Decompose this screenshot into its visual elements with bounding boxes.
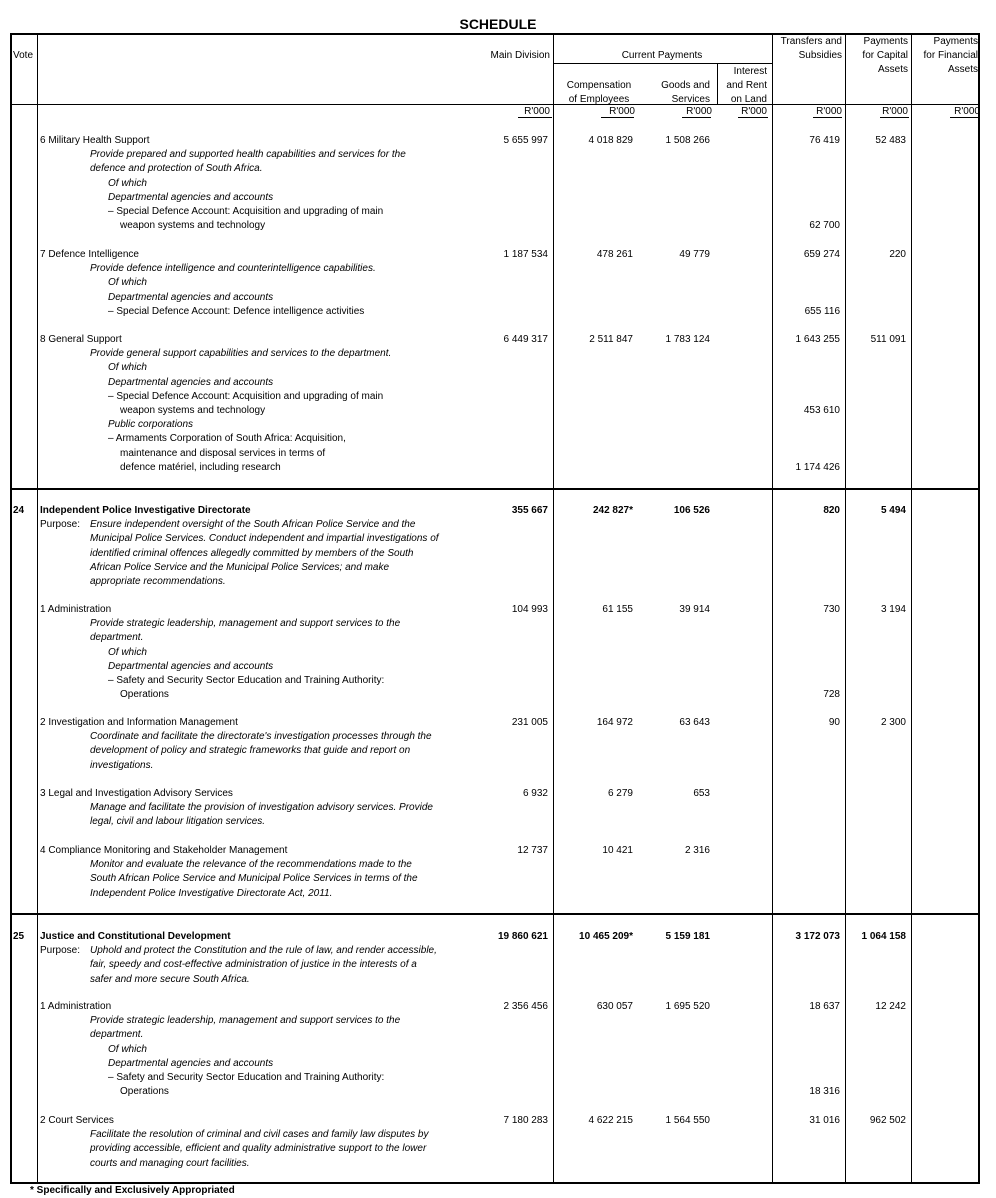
line-purpose: Municipal Police Services. Conduct independent and impartial investigations of xyxy=(90,533,439,545)
value-transfers-subsidies: 90 xyxy=(828,717,840,728)
line-item: – Armaments Corporation of South Africa: Acquisition, xyxy=(108,433,346,445)
value-compensation: 6 279 xyxy=(607,788,633,799)
header-goods-services: Services xyxy=(671,94,710,105)
line-item: – Safety and Security Sector Education and Training Authority: xyxy=(108,675,385,686)
line-sub: Departmental agencies and accounts xyxy=(108,376,274,388)
line-desc: legal, civil and labour litigation services. xyxy=(90,816,266,828)
value-goods-services: 2 316 xyxy=(684,845,710,856)
line-desc: investigations. xyxy=(90,759,154,771)
header-transfers-subsidies: Subsidies xyxy=(798,50,842,61)
line-item2: weapon systems and technology xyxy=(120,405,266,416)
line-purpose: appropriate recommendations. xyxy=(90,576,226,587)
value-transfers-subsidies: 76 419 xyxy=(809,135,840,146)
value-transfers-subsidies: 453 610 xyxy=(803,405,840,416)
unit-underline xyxy=(682,117,711,118)
header-current-payments: Current Payments xyxy=(621,50,703,61)
line-desc: Provide prepared and supported health capabilities and services for the xyxy=(90,149,406,161)
vote-title: Independent Police Investigative Directorate xyxy=(40,505,251,516)
header-compensation: of Employees xyxy=(568,94,630,105)
programme-title: 6 Military Health Support xyxy=(40,135,150,146)
header-capital-assets: Payments xyxy=(863,36,908,47)
line-purpose: African Police Service and the Municipal Police Services; and make xyxy=(90,561,390,573)
unit-label: R'000 xyxy=(686,106,712,117)
line-desc: department. xyxy=(90,632,144,644)
column-divider xyxy=(911,34,912,1183)
line-item2: Operations xyxy=(120,1086,169,1098)
value-goods-services: 653 xyxy=(693,788,710,799)
value-compensation: 164 972 xyxy=(596,717,633,728)
vote-title: Justice and Constitutional Development xyxy=(40,931,231,942)
header-interest-rent: and Rent xyxy=(726,80,767,91)
line-sub: Of which xyxy=(108,646,147,658)
line-sub: Of which xyxy=(108,1043,147,1055)
value-capital-assets: 1 064 158 xyxy=(861,931,906,942)
value-main-division: 12 737 xyxy=(517,845,548,856)
line-desc: development of policy and strategic frameworks that guide and report on xyxy=(90,745,411,757)
line-sub: Departmental agencies and accounts xyxy=(108,191,274,203)
value-compensation: 478 261 xyxy=(596,249,633,260)
unit-underline xyxy=(601,117,634,118)
line-desc: Facilitate the resolution of criminal and civil cases and family law disputes by xyxy=(90,1129,429,1141)
footnote: * Specifically and Exclusively Appropriated xyxy=(30,1185,235,1196)
line-desc: Provide general support capabilities and services to the department. xyxy=(90,348,392,360)
value-compensation: 4 018 829 xyxy=(588,135,633,146)
line-item2: defence matériel, including research xyxy=(120,461,281,473)
unit-underline xyxy=(950,117,979,118)
value-capital-assets: 511 091 xyxy=(870,334,906,345)
value-capital-assets: 3 194 xyxy=(880,604,906,615)
programme-title: 8 General Support xyxy=(40,334,122,345)
column-divider xyxy=(772,104,773,1183)
value-transfers-subsidies: 659 274 xyxy=(803,249,840,260)
unit-label: R'000 xyxy=(741,106,767,117)
vote-number: 24 xyxy=(13,505,25,516)
value-main-division: 2 356 456 xyxy=(503,1001,548,1012)
value-transfers-subsidies: 18 637 xyxy=(809,1001,840,1012)
value-compensation: 4 622 215 xyxy=(588,1115,633,1126)
line-purpose: fair, speedy and cost-effective administration of justice in the interests of a xyxy=(90,959,417,971)
header-financial-assets: Assets xyxy=(947,64,978,75)
line-desc: Independent Police Investigative Directorate Act, 2011. xyxy=(90,887,333,899)
section-rule xyxy=(12,913,979,915)
value-transfers-subsidies: 655 116 xyxy=(804,305,840,317)
value-goods-services: 49 779 xyxy=(679,249,710,260)
header-transfers-subsidies: Transfers and xyxy=(780,36,842,47)
line-item: – Special Defence Account: Acquisition and upgrading of main xyxy=(108,206,384,217)
unit-underline xyxy=(518,117,552,118)
value-main-division: 6 449 317 xyxy=(503,334,548,345)
value-main-division: 355 667 xyxy=(511,505,548,516)
purpose-label: Purpose: xyxy=(40,519,81,531)
value-transfers-subsidies: 728 xyxy=(823,689,840,701)
value-transfers-subsidies: 1 174 426 xyxy=(795,461,840,473)
header-interest-rent: Interest xyxy=(733,66,767,77)
line-item: – Safety and Security Sector Education and Training Authority: xyxy=(108,1072,385,1083)
value-goods-services: 39 914 xyxy=(679,604,710,615)
programme-title: 7 Defence Intelligence xyxy=(40,249,139,260)
value-compensation: 61 155 xyxy=(602,604,633,615)
programme-title: 2 Investigation and Information Management xyxy=(40,717,238,728)
line-sub: Of which xyxy=(108,362,147,374)
header-interest-rent: on Land xyxy=(730,94,767,105)
value-capital-assets: 2 300 xyxy=(880,717,906,728)
line-sub: Of which xyxy=(108,177,147,189)
line-item2: maintenance and disposal services in terms of xyxy=(120,447,326,459)
line-desc: providing accessible, efficient and quality administrative support to the lower xyxy=(90,1143,427,1155)
value-capital-assets: 5 494 xyxy=(880,505,906,516)
value-transfers-subsidies: 1 643 255 xyxy=(795,334,840,345)
value-capital-assets: 962 502 xyxy=(869,1115,906,1126)
line-desc: department. xyxy=(90,1029,144,1041)
value-transfers-subsidies: 31 016 xyxy=(809,1115,840,1126)
header-goods-services: Goods and xyxy=(661,80,710,91)
line-item2: weapon systems and technology xyxy=(120,220,266,232)
page-title: SCHEDULE xyxy=(459,16,537,32)
value-goods-services: 63 643 xyxy=(679,717,710,728)
line-sub: Departmental agencies and accounts xyxy=(108,1057,274,1069)
line-sub: Departmental agencies and accounts xyxy=(108,291,274,303)
value-main-division: 7 180 283 xyxy=(503,1115,548,1126)
value-transfers-subsidies: 730 xyxy=(823,604,840,615)
unit-underline xyxy=(813,117,842,118)
value-goods-services: 106 526 xyxy=(673,505,710,516)
value-goods-services: 1 695 520 xyxy=(665,1001,710,1012)
line-desc: Provide defence intelligence and counterintelligence capabilities. xyxy=(90,263,376,275)
value-compensation: 2 511 847 xyxy=(589,334,633,345)
line-desc: Coordinate and facilitate the directorate's investigation processes through the xyxy=(90,731,432,743)
header-capital-assets: Assets xyxy=(877,64,908,75)
unit-label: R'000 xyxy=(954,106,980,117)
value-compensation: 10 421 xyxy=(602,845,633,856)
line-desc: courts and managing court facilities. xyxy=(90,1157,250,1169)
line-desc: Monitor and evaluate the relevance of the recommendations made to the xyxy=(90,859,412,871)
value-main-division: 6 932 xyxy=(522,788,548,799)
header-vote: Vote xyxy=(13,50,34,61)
line-purpose: Ensure independent oversight of the South African Police Service and the xyxy=(90,519,416,531)
value-goods-services: 1 508 266 xyxy=(665,135,710,146)
line-item2: Operations xyxy=(120,689,169,701)
value-transfers-subsidies: 62 700 xyxy=(809,220,840,232)
programme-title: 1 Administration xyxy=(40,1001,112,1012)
programme-title: 2 Court Services xyxy=(40,1115,114,1126)
header-financial-assets: for Financial xyxy=(923,50,978,61)
line-item: – Special Defence Account: Acquisition and upgrading of main xyxy=(108,390,384,402)
purpose-label: Purpose: xyxy=(40,945,81,957)
value-capital-assets: 220 xyxy=(889,249,906,260)
line-sub: Of which xyxy=(108,277,147,289)
value-main-division: 104 993 xyxy=(511,604,548,615)
value-transfers-subsidies: 820 xyxy=(823,505,840,516)
programme-title: 3 Legal and Investigation Advisory Services xyxy=(40,788,233,799)
unit-label: R'000 xyxy=(524,106,550,117)
line-desc: Provide strategic leadership, management and support services to the xyxy=(90,618,401,630)
value-capital-assets: 52 483 xyxy=(875,135,906,146)
value-main-division: 19 860 621 xyxy=(497,931,548,942)
line-desc: South African Police Service and Municipal Police Services in terms of the xyxy=(90,873,418,885)
line-purpose: Uphold and protect the Constitution and the rule of law, and render accessible, xyxy=(90,945,437,957)
value-goods-services: 1 564 550 xyxy=(665,1115,710,1126)
line-desc: defence and protection of South Africa. xyxy=(90,163,263,175)
unit-label: R'000 xyxy=(882,106,908,117)
line-purpose: safer and more secure South Africa. xyxy=(90,973,250,985)
programme-title: 4 Compliance Monitoring and Stakeholder Management xyxy=(40,845,288,856)
value-transfers-subsidies: 18 316 xyxy=(809,1086,840,1098)
line-desc: Provide strategic leadership, management and support services to the xyxy=(90,1015,401,1027)
value-main-division: 1 187 534 xyxy=(503,249,548,260)
line-purpose: identified criminal offences allegedly committed by members of the South xyxy=(90,547,414,559)
line-sub: Departmental agencies and accounts xyxy=(108,660,274,672)
value-goods-services: 1 783 124 xyxy=(665,334,710,345)
line-sub: Public corporations xyxy=(108,419,194,431)
line-item: – Special Defence Account: Defence intelligence activities xyxy=(108,305,365,317)
unit-underline xyxy=(880,117,909,118)
unit-label: R'000 xyxy=(609,106,635,117)
value-compensation: 630 057 xyxy=(596,1001,633,1012)
programme-title: 1 Administration xyxy=(40,604,112,615)
value-transfers-subsidies: 3 172 073 xyxy=(795,931,840,942)
value-main-division: 231 005 xyxy=(511,717,548,728)
vote-number: 25 xyxy=(13,931,25,942)
value-compensation: 242 827* xyxy=(592,505,633,516)
unit-underline xyxy=(738,117,768,118)
value-compensation: 10 465 209* xyxy=(579,931,633,942)
unit-label: R'000 xyxy=(816,106,842,117)
header-financial-assets: Payments xyxy=(933,36,978,47)
header-compensation: Compensation xyxy=(566,80,632,91)
value-goods-services: 5 159 181 xyxy=(665,931,710,942)
header-main-division: Main Division xyxy=(490,50,550,61)
header-capital-assets: for Capital xyxy=(862,50,908,61)
section-rule xyxy=(12,488,979,490)
line-desc: Manage and facilitate the provision of investigation advisory services. Provide xyxy=(90,802,433,814)
value-capital-assets: 12 242 xyxy=(875,1001,906,1012)
value-main-division: 5 655 997 xyxy=(503,135,548,146)
